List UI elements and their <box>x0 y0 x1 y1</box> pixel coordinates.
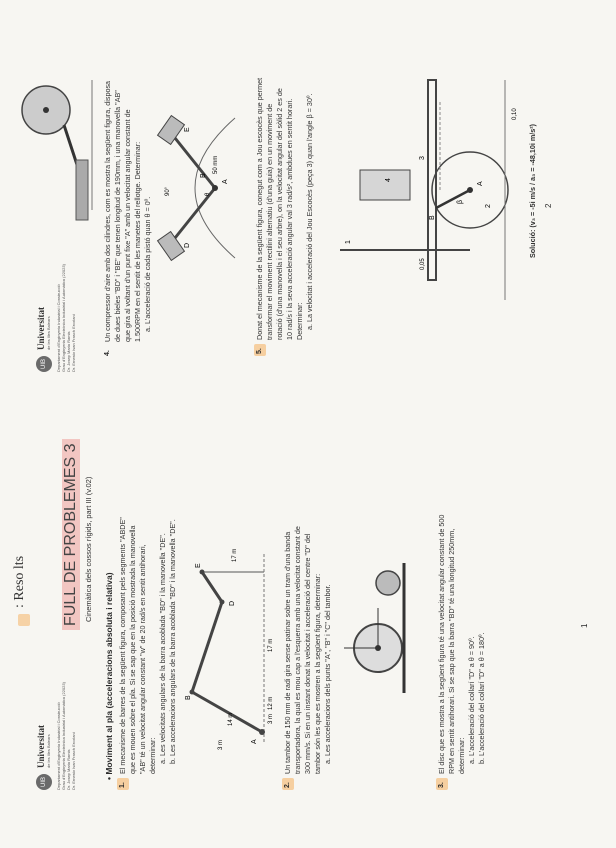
fig1-dim-3m-b: 3 m <box>268 713 274 724</box>
page-title: FULL DE PROBLEMES 3 <box>62 439 80 630</box>
dept-line-0: Departament d'Enginyeria Industrial i Construcció <box>56 702 61 790</box>
p2-number: 2. <box>284 782 291 788</box>
page-number-1: 1 <box>580 623 589 628</box>
p5-solution: Solució: (v₃ = -5i m/s / a₃ = -48,10i m/s²) <box>528 123 537 258</box>
fig4-label-e: E <box>184 127 191 132</box>
p4-line-0: Un compressor d'aire amb dos cilindres, com es mostra la següent figura, disposa <box>103 80 112 342</box>
p3-line-0: El disc que es mostra a la següent figura té una velocitat angular constant de 500 <box>437 514 446 774</box>
university-logo-2: UIB <box>36 356 52 372</box>
fig4-angle-theta: θ <box>205 192 211 196</box>
p2-line-0: Un tambor de 150 mm de radi gira sense patinar sobre un tram d'una banda <box>283 531 292 774</box>
fig4-label-d: D <box>184 242 191 248</box>
fig5-label-1: 1 <box>345 240 352 244</box>
dept-line-2-p2: Dr. Josep Maria Ramis <box>66 331 71 372</box>
p3-line-2: determinar: <box>457 737 466 774</box>
fig1-label-b: B <box>185 695 192 700</box>
p3-question-b: b. L'acceleració del collarí "D" a θ = 180º. <box>477 632 486 764</box>
p1-line-3: determinar: <box>148 737 157 774</box>
university-sub-2: de les Illes Balears <box>46 316 51 350</box>
dept-line-1: Grau d'Enginyeria Electrònica Industrial i Automàtica (22023) <box>61 682 66 790</box>
p5-line-1: transformar el moviment rectilini alternatiu (d'una guia) en un moviment de <box>265 103 274 340</box>
fig4-dim-50mm: 50 mm <box>213 155 219 174</box>
dept-line-1-p2: Grau d'Enginyeria Electrònica Industrial i Automàtica (22023) <box>61 264 66 372</box>
fig4-label-b: B <box>200 173 207 178</box>
p5-line-3: 10 rad/s i la seva acceleració angular val 3 rad/s², ambdues en sentit horari. <box>285 98 294 340</box>
p1-question-a: a. Les velocitats angulars de la barra acoblada "BD" i la manovella "DE". <box>158 533 167 764</box>
fig5-label-a: A <box>477 181 484 186</box>
fig5-dim-010: 0,10 <box>512 108 518 120</box>
fig5-label-3: 3 <box>419 156 426 160</box>
fig1-dim-17m-a: 17 m <box>268 638 274 652</box>
fig4-label-a: A <box>222 179 229 184</box>
fig5-dim-005: 0,05 <box>420 258 426 270</box>
p1-question-b: b. Les acceleracions angulars de la barra acoblada "BD" i la manovella "DE". <box>168 519 177 764</box>
fig1-label-a: A <box>251 739 258 744</box>
fig1-dim-3m: 3 m <box>218 739 224 750</box>
fig1-dim-17m-b: 17 m <box>232 548 238 562</box>
p5-line-2: rotació (d'una manovella i el seu arbre), on la velocitat angular del sòlid 2 es de <box>275 88 284 340</box>
p2-line-3: tambor són les que es mostren a la següent figura, determinar: <box>313 573 322 774</box>
university-logo: UIB <box>36 774 52 790</box>
p3-question-a: a. L'acceleració del collarí "D" a θ = 90º. <box>467 636 476 764</box>
p2-question-a: a. Les acceleracions dels punts "A", "B" i "C" del tambor. <box>323 584 332 764</box>
university-name-2: Universitat <box>36 307 46 350</box>
fig5-label-2: 2 <box>485 204 492 208</box>
figure-4-compressor <box>155 98 245 278</box>
dept-line-0-p2: Departament d'Enginyeria Industrial i Construcció <box>56 284 61 372</box>
fig5-label-b: B <box>429 215 436 220</box>
section-heading: • Moviment al pla (acceleracions absoluta i relativa) <box>104 572 114 780</box>
dept-line-2: Dr. Josep Maria Ramis <box>66 749 71 790</box>
university-sub: de les Illes Balears <box>46 734 51 768</box>
p3-number: 3. <box>438 782 445 788</box>
page-subtitle: Cinemàtica dels cossos rígids, part III (v.02) <box>84 476 93 622</box>
p4-line-2: que gira al voltant d'un punt fixe "A" amb un velocitat angular constant de <box>123 109 132 342</box>
fig5-label-beta: β <box>457 199 464 204</box>
fig1-label-d: D <box>229 600 236 606</box>
figure-5-scotch-yoke <box>320 80 520 300</box>
fig5-label-4: 4 <box>385 178 392 182</box>
p2-line-2: 300 mm/s. Si en un instant donat la velocitat i acceleració del centre "D" del <box>303 533 312 774</box>
p4-number: 4. <box>104 350 111 356</box>
fig1-dim-14m: 14 m <box>228 712 234 726</box>
figure-2-drum <box>338 558 418 698</box>
fig1-dim-12m: 12 m <box>268 696 274 710</box>
p5-number: 5. <box>256 348 263 354</box>
p2-line-1: transportadora, la qual es mou cap a l'esquerra amb una velocitat constant de <box>293 526 302 774</box>
figure-3-disc <box>14 70 94 220</box>
p4-line-1: de dues bieles "BD" i "BE" que tenen longitud de 190mm, i una manovella "AB" <box>113 90 122 342</box>
section-text: Moviment al pla (acceleracions absoluta i relativa) <box>104 572 114 775</box>
highlight-mark <box>18 614 30 626</box>
dept-line-3-p2: Dr. Ernesto Ivan Frasch Ercolani <box>71 314 76 372</box>
p1-line-0: El mecanisme de barres de la següent figura, composant pels segments "ABDE" <box>118 517 127 774</box>
p4-question-a: a. L'acceleració de cada pistó quan θ = 0º. <box>143 196 152 332</box>
p4-line-3: 1.500RPM en el sentit de les manetes del rellotge. Determinar: <box>133 141 142 342</box>
p1-number: 1. <box>119 782 126 788</box>
fig1-label-e: E <box>195 563 202 568</box>
p5-question-a: a. La velocitat i acceleració del Jou Escocès (peça 3) quan l'angle β = 30º. <box>305 93 314 330</box>
fig4-angle-90: 90° <box>165 186 171 196</box>
p5-line-0: Donat el mecanisme de la següent figura, conegut com a Jou escocès que permet <box>255 77 264 340</box>
p5-line-4: Determinar: <box>295 302 304 340</box>
handwritten-note: : Reso lts <box>12 555 27 608</box>
p1-line-2: "AB" té un velocitat angular constant "w" de 20 rad/s en sentit antihorari, <box>138 544 147 774</box>
university-name: Universitat <box>36 725 46 768</box>
dept-line-3: Dr. Ernesto Ivan Frasch Ercolani <box>71 732 76 790</box>
p1-line-1: que es mouen sobre el pla. Si se sap que en la posició mostrada la manovella <box>128 525 137 774</box>
figure-1-linkage <box>182 542 272 752</box>
p3-line-1: RPM en sentit antihorari. Si se sap que la barra "BD" té una longitud 250mm, <box>447 528 456 774</box>
page-number-2: 2 <box>544 203 553 208</box>
